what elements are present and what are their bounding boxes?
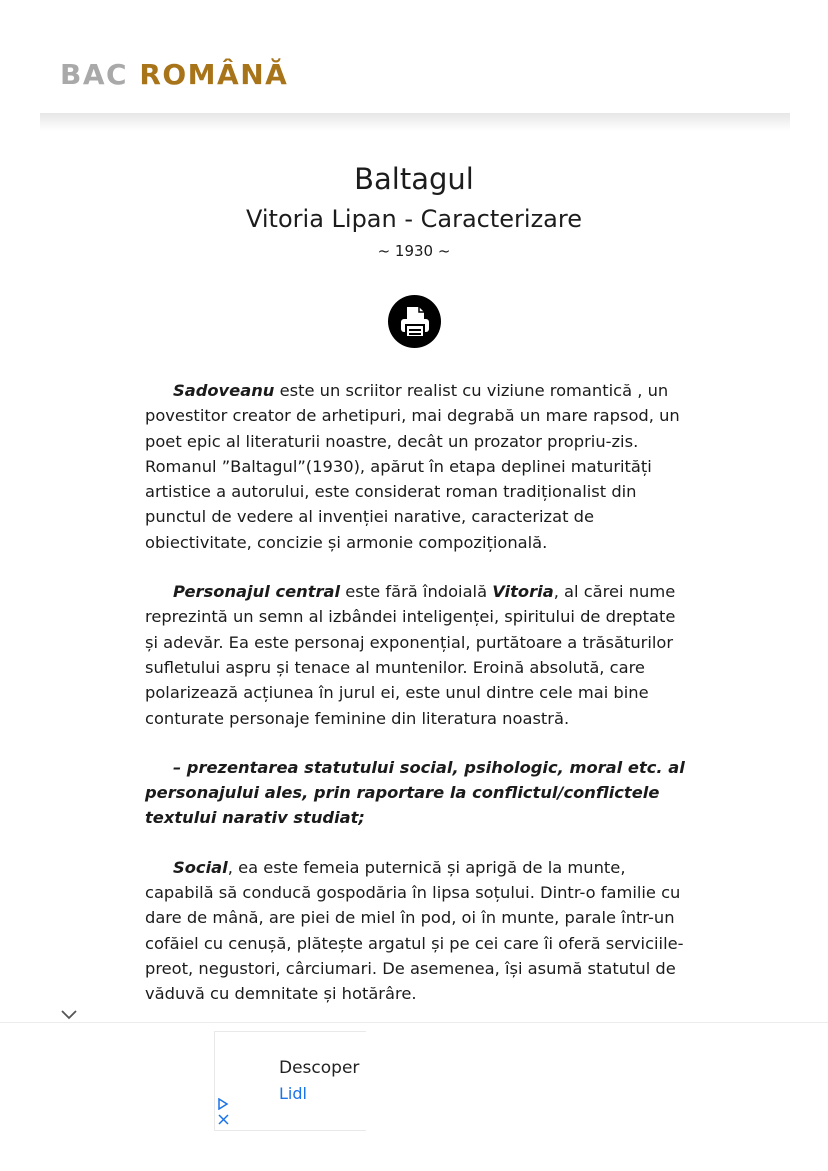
ad-banner (0, 1022, 828, 1171)
emphasis-social: Social (173, 857, 228, 877)
emphasis-central: Personajul central (173, 582, 341, 602)
ad-card[interactable] (214, 1031, 366, 1131)
publication-year: ~ 1930 ~ (377, 242, 451, 260)
paragraph-text: este un scriitor realist cu viziune romantică , un povestitor creator de arhetipuri, mai degrabă un mare rapsod, un poet epic al literaturii noastre, decât un prozator propriu-zis. Romanul ”Baltagul”(1930), apărut în etapa deplinei maturități artistice a autorului, este considerat roman tradiționalist din punctul de vedere al invenției narative, caracterizat de obiectivitate, concizie și armonie compozițională. (145, 381, 680, 552)
paragraph-text: , al cărei nume reprezintă un semn al izbândei inteligenței, spiritului de dreptate și adevăr. Ea este personaj exponențial, purtătoare a trăsăturilor sufletului aspru și tenace al muntenilor. Eroină absolută, care polarizează acțiunea în jurul ei, este unul dintre cele mai bine conturate personaje feminine din literatura noastră. (145, 582, 676, 728)
ad-brand[interactable]: Lidl (279, 1084, 307, 1103)
paragraph-intro (145, 378, 690, 555)
article-body (145, 378, 690, 1031)
emphasis-vitoria: Vitoria (492, 582, 554, 602)
print-icon (400, 306, 430, 338)
site-logo[interactable] (60, 58, 288, 91)
paragraph-text: este fără îndoială (340, 582, 493, 602)
page-subtitle: Vitoria Lipan - Caracterizare (246, 205, 582, 233)
emphasis-author: Sadoveanu (173, 381, 275, 400)
print-button[interactable] (388, 295, 441, 348)
paragraph-social (145, 855, 690, 1007)
chevron-down-icon[interactable] (60, 1005, 78, 1023)
section-heading: – prezentarea statutului social, psihologic, moral etc. al personajului ales, prin raportare la conflictul/conflictele textului narativ studiat; (145, 757, 685, 828)
logo-romana: ROMÂNĂ (139, 58, 289, 91)
header-shadow (40, 113, 790, 131)
logo-bac: BAC (60, 58, 129, 91)
ad-choices-icon[interactable] (217, 1098, 229, 1110)
paragraph-central-character (145, 579, 690, 731)
site-header (0, 0, 828, 115)
paragraph-text: , ea este femeia puternică și aprigă de la munte, capabilă să conducă gospodăria în lipsa soțului. Dintr-o familie cu dare de mână, are piei de miel în pod, oi în munte, parale într-un cofăiel cu cenușă, plătește argatul și pe cei care îi oferă serviciile-preot, negustori, cârciumari. De asemenea, își asumă statutul de văduvă cu demnitate și hotărâre. (145, 857, 684, 1004)
close-icon[interactable] (218, 1114, 229, 1125)
book-title: Baltagul (354, 162, 474, 196)
ad-title[interactable]: Descoper (279, 1058, 360, 1078)
